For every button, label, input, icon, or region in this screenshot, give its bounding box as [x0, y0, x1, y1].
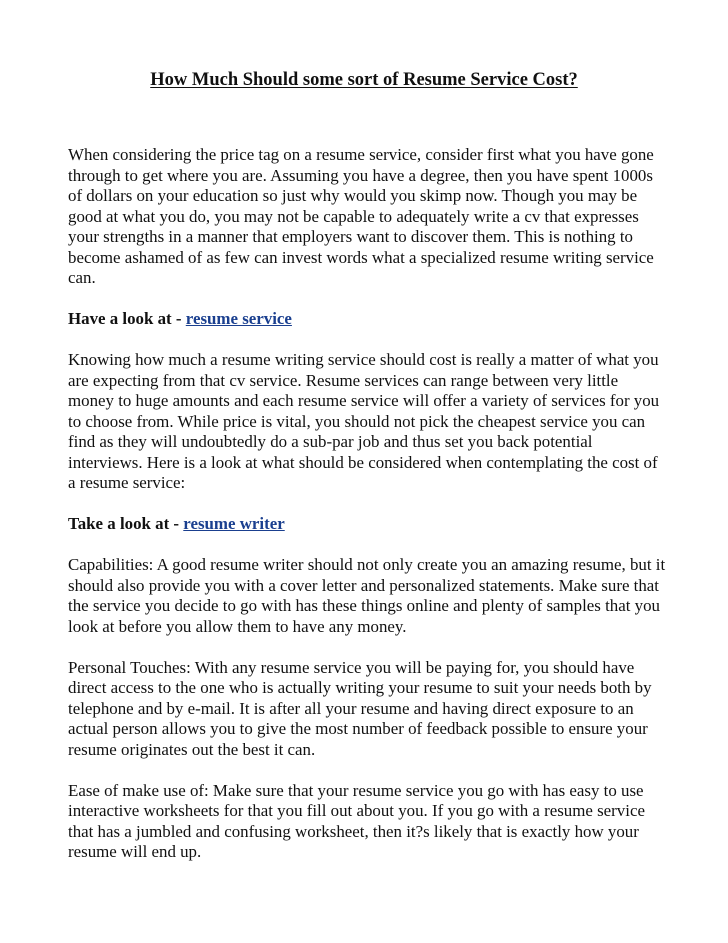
- link-prefix: Have a look at -: [68, 309, 186, 328]
- paragraph-personal-touches: Personal Touches: With any resume service you will be paying for, you should have direct access to the one who is actually writing your resume to suit your needs both by telephone and by e-mail. It is after all your resume and having direct exposure to an actual person allows you to give the most number of feedback possible to ensure your resume originates out the best it can.: [68, 657, 652, 759]
- link-line-resume-writer: [68, 514, 668, 535]
- link-prefix: Take a look at -: [68, 514, 184, 533]
- resume-service-link[interactable]: resume service: [185, 309, 292, 328]
- paragraph-capabilities: Capabilities: A good resume writer should not only create you an amazing resume, but it should also provide you with a cover letter and personalized statements. Make sure that the service you decide to go with has these things online and plenty of samples that you look at before you allow them to have any money.: [68, 555, 666, 636]
- paragraph-intro: When considering the price tag on a resume service, consider first what you have gone through to get where you are. Assuming you have a degree, then you have spent 1000s of dollars on your education so just why would you skimp now. Though you may be good at what you do, you may not be capable to adequately write a cv that expresses your strengths in a manner that employers want to discover them. This is nothing to become ashamed of as few can invest words what a specialized resume writing service can.: [68, 145, 654, 287]
- resume-writer-link[interactable]: resume writer: [183, 514, 285, 533]
- paragraph-ease-of-use: Ease of make use of: Make sure that your resume service you go with has easy to use interactive worksheets for that you fill out about you. If you go with a resume service that has a jumbled and confusing worksheet, then it?s likely that is exactly how your resume will end up.: [68, 780, 645, 861]
- page-title: [0, 68, 728, 92]
- document-body: [68, 145, 668, 883]
- paragraph-cost: Knowing how much a resume writing service should cost is really a matter of what you are expecting from that cv service. Resume services can range between very little money to huge amounts and each resume service will offer a variety of services for you to choose from. While price is vital, you should not pick the cheapest service you can find as they will undoubtedly do a sub-par job and thus set you back potential interviews. Here is a look at what should be considered when contemplating the cost of a resume service:: [68, 350, 660, 492]
- page-title-text: How Much Should some sort of Resume Service Cost?: [150, 70, 578, 90]
- link-line-resume-service: [68, 309, 668, 330]
